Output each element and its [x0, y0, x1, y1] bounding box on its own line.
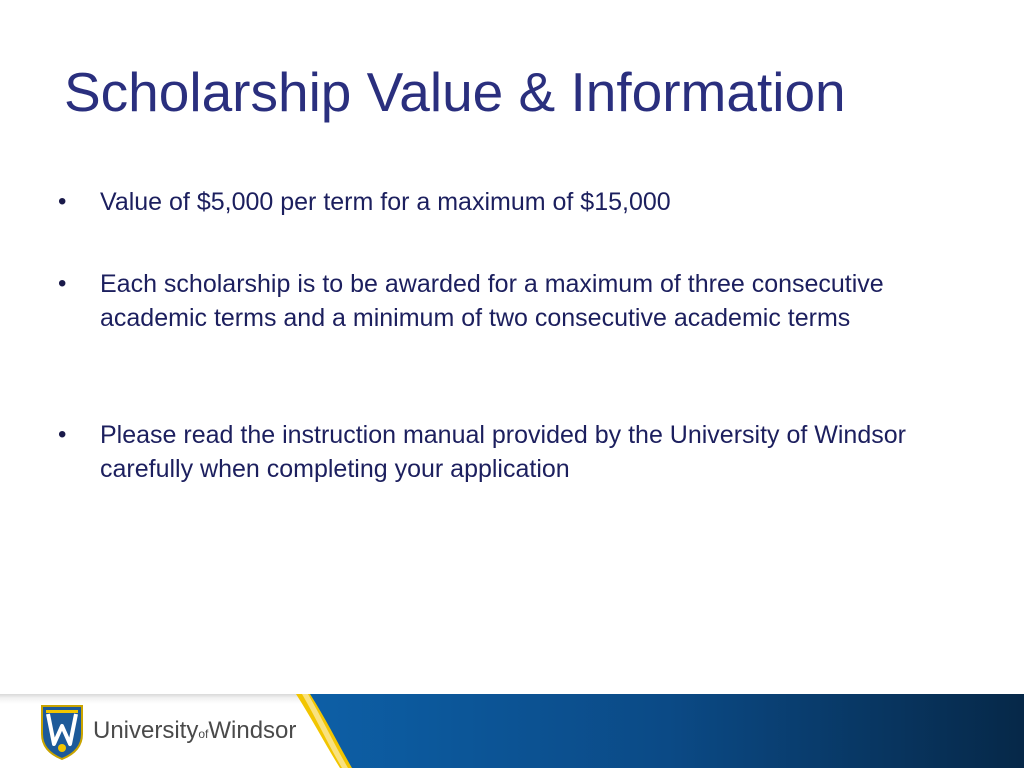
wordmark-windsor: Windsor — [208, 717, 297, 744]
university-wordmark — [93, 716, 296, 749]
bullet-marker: • — [58, 188, 67, 215]
wordmark-of: of — [198, 727, 209, 741]
bullet-marker: • — [58, 270, 67, 297]
wordmark-university: University — [93, 717, 199, 744]
university-shield-icon — [40, 704, 84, 760]
bullet-text: Value of $5,000 per term for a maximum of $15,000 — [100, 188, 671, 216]
slide-title: Scholarship Value & Information — [64, 61, 846, 123]
bullet-text: Each scholarship is to be awarded for a maximum of three consecutive academic terms and a minimum of two consecutive academic terms — [100, 270, 884, 332]
bullet-text: Please read the instruction manual provided by the University of Windsor carefully when completing your application — [100, 421, 906, 483]
bullet-marker: • — [58, 421, 67, 448]
